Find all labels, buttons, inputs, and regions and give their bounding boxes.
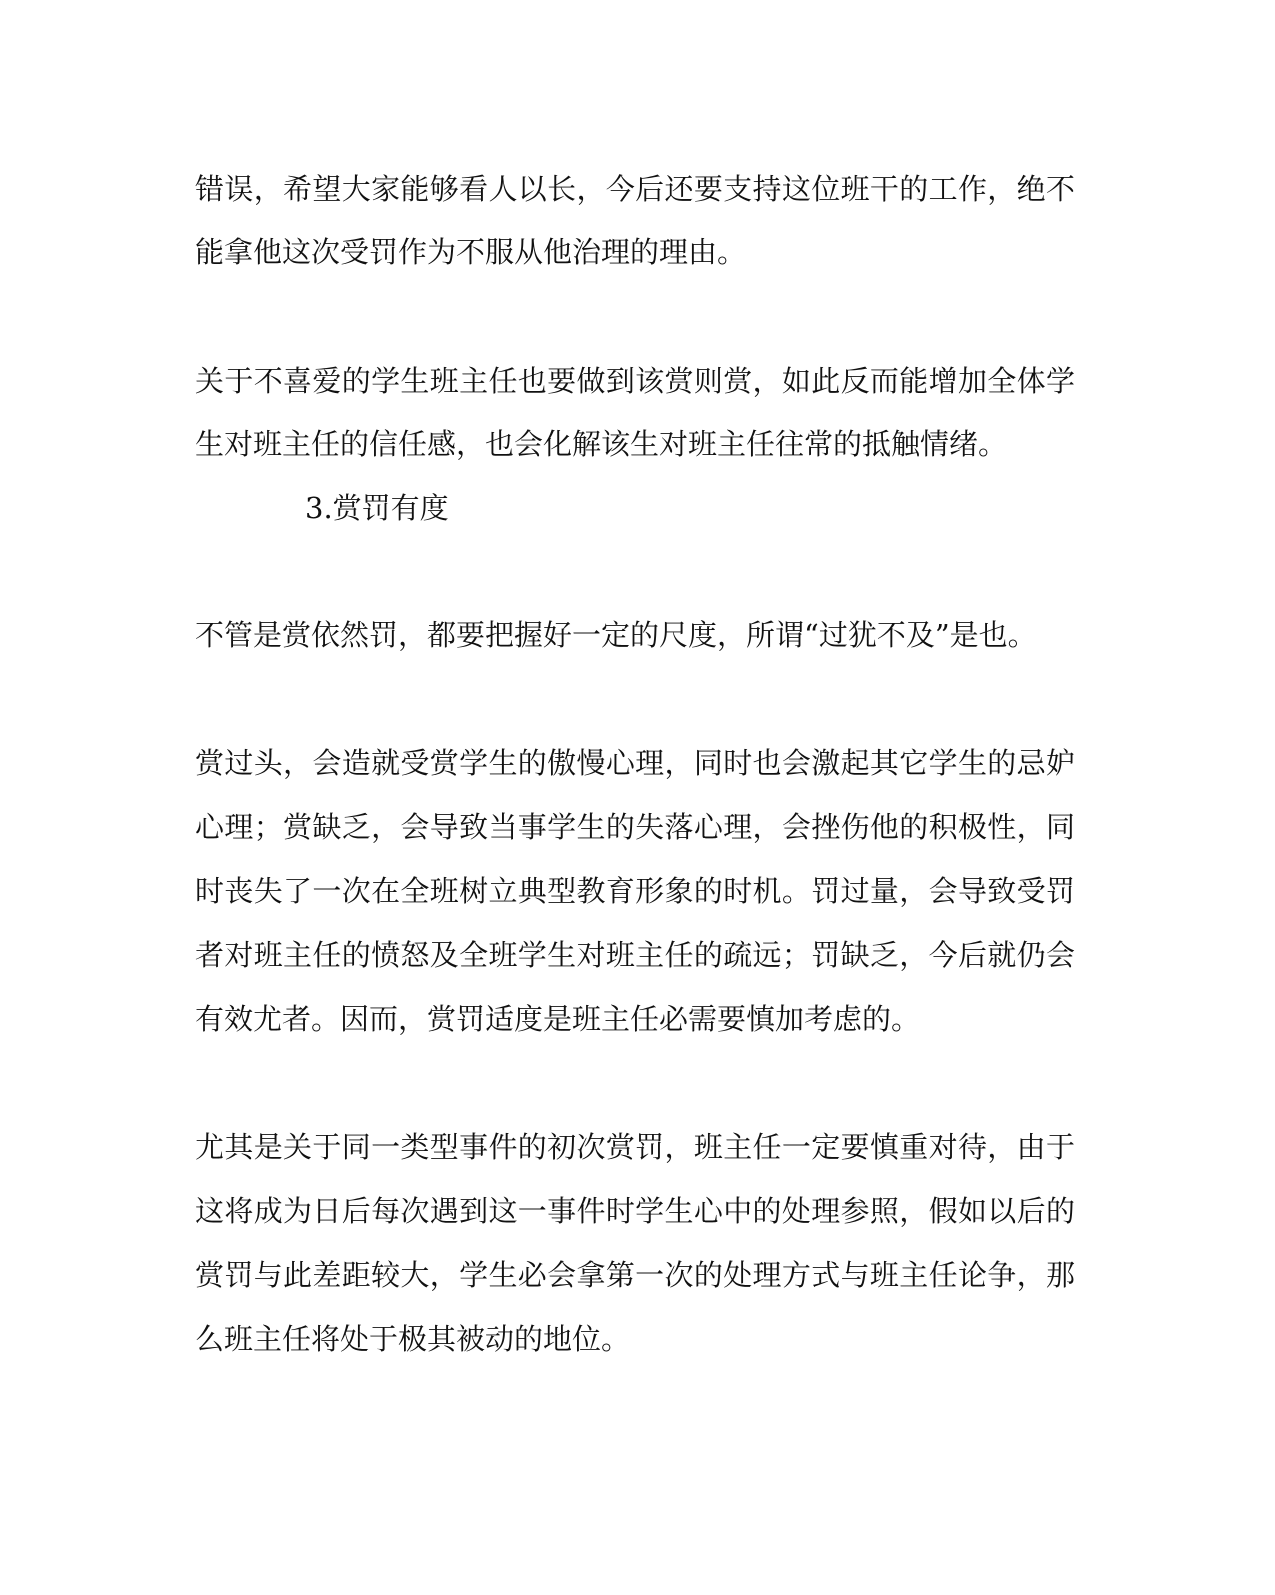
text-line: 么班主任将处于极其被动的地位。 [195, 1322, 631, 1356]
text-line: 时丧失了一次在全班树立典型教育形象的时机。罚过量，会导致受罚 [195, 874, 1075, 908]
text-line: 能拿他这次受罚作为不服从他治理的理由。 [195, 235, 747, 269]
text-line: 赏过头，会造就受赏学生的傲慢心理，同时也会激起其它学生的忌妒 [195, 746, 1075, 780]
text-line: 生对班主任的信任感，也会化解该生对班主任往常的抵触情绪。 [195, 427, 1008, 461]
text-line: 者对班主任的愤怒及全班学生对班主任的疏远；罚缺乏，今后就仍会 [195, 938, 1075, 972]
text-line: 心理；赏缺乏，会导致当事学生的失落心理，会挫伤他的积极性，同 [195, 810, 1075, 844]
text-line: 有效尤者。因而，赏罚适度是班主任必需要慎加考虑的。 [195, 1002, 921, 1036]
text-line: 赏罚与此差距较大，学生必会拿第一次的处理方式与班主任论争，那 [195, 1258, 1075, 1292]
text-line: 尤其是关于同一类型事件的初次赏罚，班主任一定要慎重对待，由于 [195, 1130, 1075, 1164]
text-line: 关于不喜爱的学生班主任也要做到该赏则赏，如此反而能增加全体学 [195, 364, 1075, 398]
text-line: 不管是赏依然罚，都要把握好一定的尺度，所谓“过犹不及”是也。 [195, 618, 1037, 652]
text-line: 错误，希望大家能够看人以长，今后还要支持这位班干的工作，绝不 [195, 172, 1075, 206]
section-heading: 3.赏罚有度 [305, 491, 449, 525]
text-line: 这将成为日后每次遇到这一事件时学生心中的处理参照，假如以后的 [195, 1194, 1075, 1228]
